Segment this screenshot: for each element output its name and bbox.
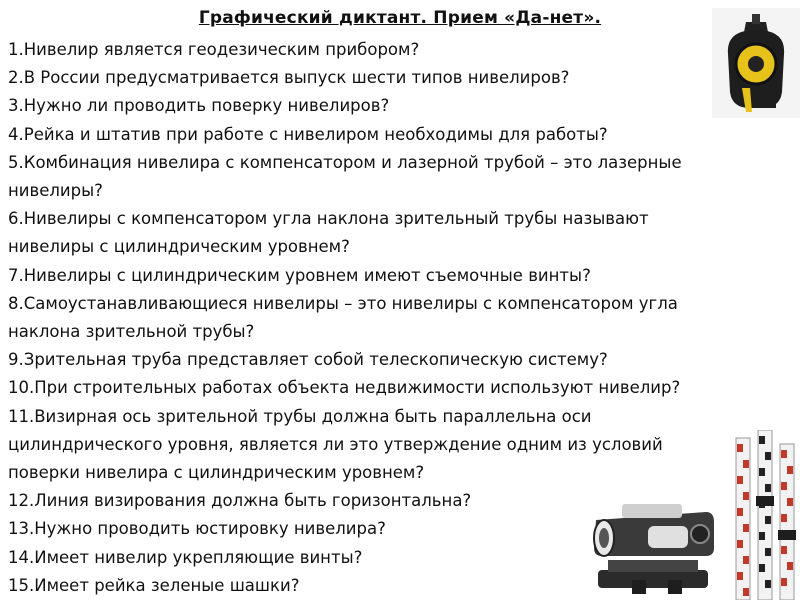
- question-line: 15.Имеет рейка зеленые шашки?: [8, 575, 300, 595]
- question-line: нивелиры?: [8, 181, 103, 201]
- question-line: 12.Линия визирования должна быть горизонтальна?: [8, 491, 472, 511]
- measuring-tape-icon: [712, 8, 800, 118]
- question-line: 11.Визирная ось зрительной трубы должна быть параллельна оси: [8, 406, 592, 426]
- question-line: нивелиры с цилиндрическим уровнем?: [8, 237, 350, 257]
- question-line: 8.Самоустанавливающиеся нивелиры – это нивелиры с компенсатором угла: [8, 293, 678, 313]
- question-line: 4.Рейка и штатив при работе с нивелиром необходимы для работы?: [8, 124, 608, 144]
- question-line: 3.Нужно ли проводить поверку нивелиров?: [8, 96, 390, 116]
- question-line: 10.При строительных работах объекта недвижимости используют нивелир?: [8, 378, 681, 398]
- question-line: 1.Нивелир является геодезическим прибором?: [8, 40, 420, 59]
- question-line: цилиндрического уровня, является ли это утверждение одним из условий: [8, 434, 663, 454]
- question-line: 14.Имеет нивелир укрепляющие винты?: [8, 547, 363, 567]
- question-line: 13.Нужно проводить юстировку нивелира?: [8, 519, 386, 539]
- question-line: 9.Зрительная труба представляет собой телескопическую систему?: [8, 350, 608, 370]
- question-line: 6.Нивелиры с компенсатором угла наклона зрительный трубы называют: [8, 209, 649, 229]
- question-line: поверки нивелира с цилиндрическим уровнем?: [8, 463, 425, 483]
- question-line: 7.Нивелиры с цилиндрическим уровнем имеют съемочные винты?: [8, 265, 591, 285]
- leveling-rod-icon: [730, 430, 800, 600]
- question-line: наклона зрительной трубы?: [8, 322, 255, 342]
- optical-level-icon: [588, 490, 728, 600]
- question-line: 2.В России предусматривается выпуск шести типов нивелиров?: [8, 68, 570, 88]
- slide-title: Графический диктант. Прием «Да-нет».: [198, 8, 602, 28]
- question-line: 5.Комбинация нивелира с компенсатором и лазерной трубой – это лазерные: [8, 152, 682, 172]
